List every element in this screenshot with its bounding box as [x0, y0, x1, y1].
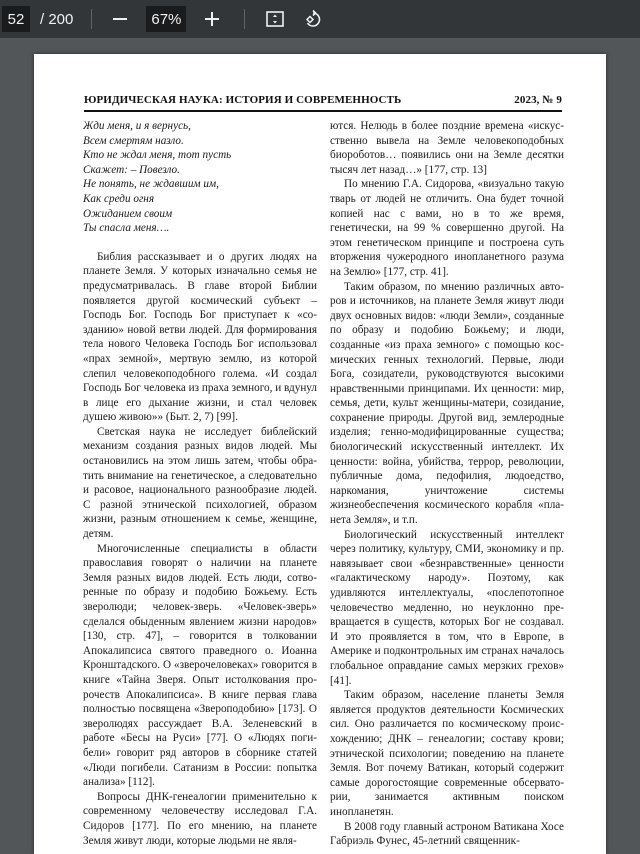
- page-total: / 200: [40, 10, 74, 28]
- poem-line: Ожиданием своим: [83, 207, 173, 220]
- paragraph: Вопросы ДНК-генеалогии применительно к современному человечеству исследовал Г.А. Сидоров [177]. По его мнению, на планете Земля живут люди, которые людьми не явля-: [83, 790, 317, 847]
- left-column: [83, 119, 317, 848]
- paragraph: Таким образом, по мнению различных авторов и источников, на планете Земля живут люди двух основных видов: «люди Земли», созданные по образу и подобию Божьему; и люди, созданные «из праха земного» с помощью космических генных технологий. Первые, люди Бога, созидатели, руководствуются высокими нравственными принципами. Их ценности: мир, семья, дети, культ женщины-матери, созидание, сохранение природы. Другой вид, землеродные изделия; генно-модифицированные существа; биологический искусственный интеллект. Их ценности: война, убийства, террор, революции, публичные дома, педофилия, людоедство, наркомания, уничтожение системы жизнеобеспечения космического корабля «планета Земля», и т.п.: [330, 280, 564, 527]
- plus-icon: [204, 11, 220, 27]
- rotate-icon: [303, 9, 323, 29]
- zoom-level-input[interactable]: 67%: [146, 6, 186, 32]
- zoom-out-button[interactable]: [106, 5, 134, 33]
- rotate-button[interactable]: [299, 5, 327, 33]
- poem-line: Не понять, не ждавшим им,: [83, 178, 219, 191]
- right-column: [330, 119, 564, 849]
- paragraph: В 2008 году главный астроном Ватикана Хосе Габриэль Фунес, 45-летний священник-: [330, 820, 564, 848]
- paragraph: Светская наука не исследует библейский механизм создания разных видов людей. Мы остановились на этом лишь затем, чтобы обратить внимание на генетическое, а следовательно и расовое, национального разнообразие людей. С разной этнической психологией, образом жизни, разным отношением к семье, женщине, детям.: [83, 425, 317, 541]
- paragraph: По мнению Г.А. Сидорова, «визуально такую тварь от людей не отличить. Она будет точной копией нас с вами, но в то же время, генетически, на 99 % совершенно другой. На этом генетическом принципе и построена суть вторжения чужеродного инопланетного разума на Землю» [177, стр. 41].: [330, 178, 564, 278]
- poem-line: Жди меня, и я вернусь,: [83, 120, 191, 132]
- poem-line: Ты спасла меня….: [83, 222, 170, 235]
- document-page: [34, 54, 606, 854]
- poem-line: Как среди огня: [83, 192, 155, 205]
- poem-line: Кто не ждал меня, тот пусть: [83, 149, 232, 162]
- toolbar-divider: [244, 9, 245, 29]
- paragraph: Многочисленные специалисты в области православия говорят о наличии на планете Земля разных видов людей. Есть люди, сотворенные по образу и подобию Божьему. Есть зверолюди; человек-зверь. «Человек-зверь» сделался обыденным явлением жизни народов» [130, стр. 47], – говорится в толковании Апокалипсиса святого праведного о. Иоанна Кронштадского. О «зверочеловеках» говорится в книге «Тайна Зверя. Опыт истолкования пророчеств Апокалипсиса». В книге первая глава полностью посвящена «Звероподобию» [173]. О зверолюдях рассуждает В.А. Зеленевский в работе «Бесы на Руси» [77]. О «Людях погибели» говорит ряд авторов в сборнике статей «Люди погибели. Сатанизм в России: попытка анализа» [112].: [83, 542, 317, 789]
- paragraph: Библия рассказывает и о других людях на планете Земля. У которых изначально семья не предусматривалась. В главе второй Библии появляется другой космический субъект – Господь Бог. Господь Бог приступает к «созданию» новой ветви людей. Для формирования тела нового Человека Господь Бог использовал «прах земной», мертвую землю, из которой слепил человекоподобного голема. «И создал Господь Бог человека из праха земного, и вдунул в лице его дыхание жизни, и стал человек душею живою»» (Быт. 2, 7) [99].: [83, 250, 317, 424]
- minus-icon: [112, 11, 128, 27]
- paragraph: Биологический искусственный интеллект через политику, культуру, СМИ, экономику и пр. навязывает свои «безнравственные» ценности «галактическому народу». Поэтому, как удивляются интеллектуалы, «послепотопное человечество медленно, но неуклонно превращается в существ, которых Бог не создавал. И это проявляется в том, что в Европе, в Америке и подконтрольных им странах началось глобальное оправдание самых мерзких грехов» [41].: [330, 528, 564, 687]
- toolbar-divider: [91, 9, 92, 29]
- zoom-in-button[interactable]: [198, 5, 226, 33]
- poem-epigraph: [83, 119, 317, 236]
- header-rule: [84, 110, 562, 112]
- journal-issue: 2023, № 9: [514, 94, 562, 106]
- paragraph: ются. Нелюдь в более поздние времена «искусственно вывела на Земле человекоподобных биороботов… появились они на Земле десятки тысяч лет назад…» [177, стр. 13]: [330, 120, 564, 176]
- pdf-toolbar: [0, 0, 640, 38]
- journal-title: ЮРИДИЧЕСКАЯ НАУКА: ИСТОРИЯ И СОВРЕМЕННОСТЬ: [84, 94, 402, 106]
- page-number-input[interactable]: 52: [2, 6, 30, 32]
- poem-line: Скажет: – Повезло.: [83, 163, 180, 176]
- fit-page-button[interactable]: [261, 5, 289, 33]
- page-header: [84, 94, 562, 106]
- paragraph: Таким образом, население планеты Земля является продуктов деятельности Космических сил. Оно различается по космическому происхождению; ДНК – генеалогии; составу крови; этнической психологии; поведению на планете Земля. Вот почему Ватикан, который содержит самые дорогостоящие современные обсерватории, занимается активным поиском инопланетян.: [330, 689, 564, 818]
- fit-page-icon: [265, 9, 285, 29]
- poem-line: Всем смертям назло.: [83, 134, 184, 147]
